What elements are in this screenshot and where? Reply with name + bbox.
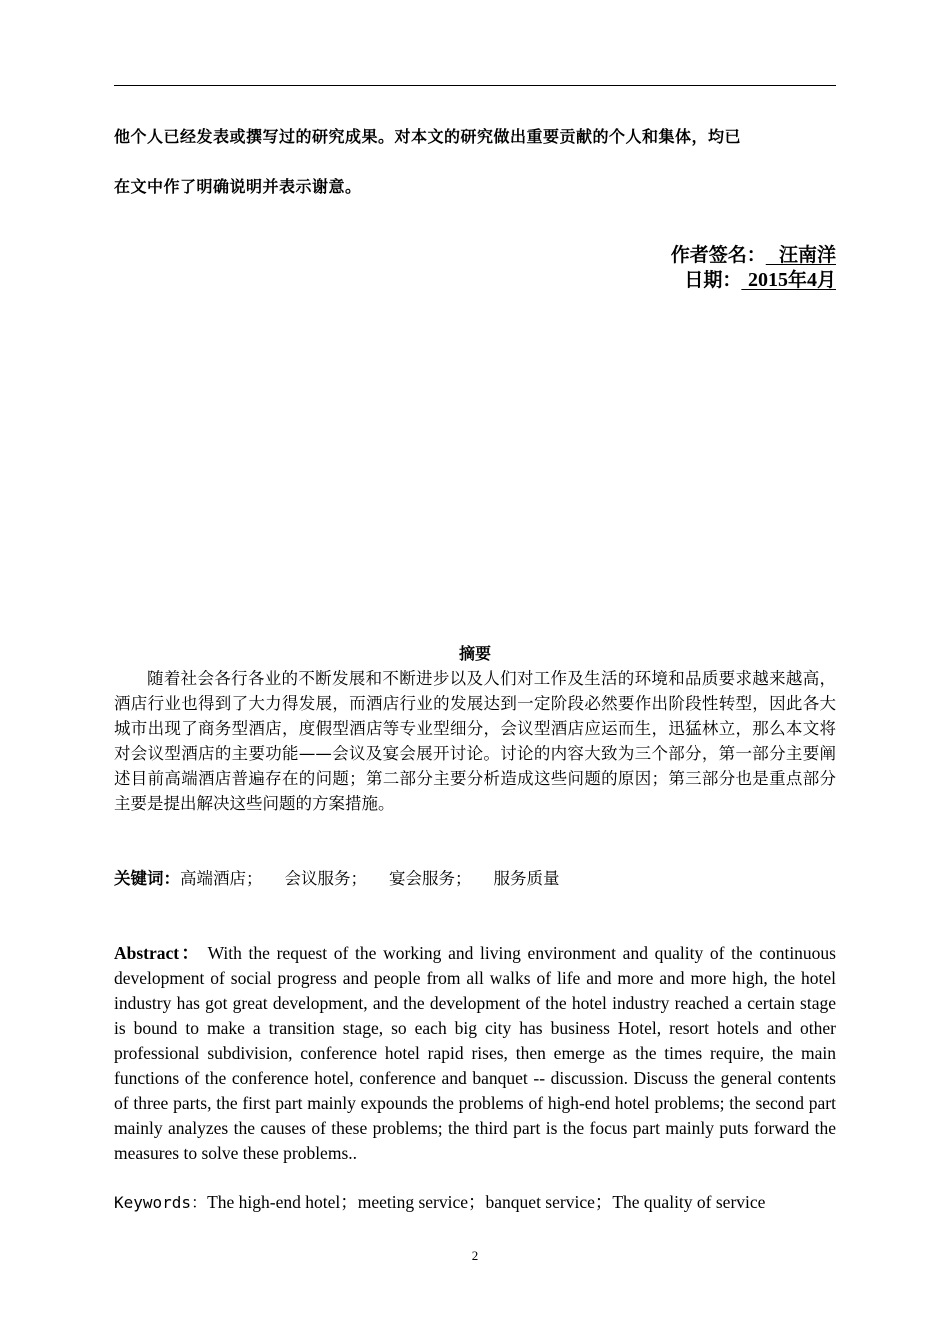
date-year: 2015 <box>747 269 788 291</box>
author-signature <box>671 243 836 267</box>
keyword-cn: 宴会服务； <box>389 869 472 888</box>
abstract-cn-body: 随着社会各行各业的不断发展和不断进步以及人们对工作及生活的环境和品质要求越来越高，酒店行业也得到了大力得发展，而酒店行业的发展达到一定阶段必然要作出阶段性转型，因此各大城市出现了商务型酒店，度假型酒店等专业型细分，会议型酒店应运而生，迅猛林立，那么本文将对会议型酒店的主要功能——会议及宴会展开讨论。讨论的内容大致为三个部分，第一部分主要阐述目前高端酒店普遍存在的问题；第二部分主要分析造成这些问题的原因；第三部分也是重点部分主要是提出解决这些问题的方案措施。 <box>114 669 836 813</box>
keywords-en-label: Keywords： <box>114 1193 208 1212</box>
page-number: 2 <box>471 1248 479 1263</box>
date-month: 4 <box>806 269 817 291</box>
date-value <box>741 269 836 291</box>
abstract-en-body: With the request of the working and living environment and quality of the continuous development of social progress and people from all walks of life and more and more high, the hotel industry has got great development, and the development of the hotel industry reached a certain stage is bound to make a transition stage, so each big city has business Hotel, resort hotels and other professional subdivision, conference hotel rapid rises, then emerge as the times require, the main functions of the conference hotel, conference and banquet -- discussion. Discuss the general contents of three parts, the first part mainly expounds the problems of high-end hotel problems; the second part mainly analyzes the causes of these problems; the third part is the focus part mainly puts forward the measures to solve these problems.. <box>114 943 836 1163</box>
keyword-cn: 服务质量 <box>493 869 560 888</box>
abstract-en <box>114 941 836 1166</box>
date-label: 日期： <box>684 269 742 291</box>
date-month-unit: 月 <box>816 269 836 291</box>
keywords-en <box>114 1190 836 1215</box>
declaration-line-1: 他个人已经发表或撰写过的研究成果。对本文的研究做出重要贡献的个人和集体，均已 <box>114 127 742 146</box>
signature-date <box>684 268 836 292</box>
keyword-cn: 高端酒店； <box>180 869 263 888</box>
declaration-line-2: 在文中作了明确说明并表示谢意。 <box>114 177 362 196</box>
abstract-en-label: Abstract： <box>114 943 202 963</box>
keywords-cn <box>114 866 836 891</box>
author-signature-value: 汪南洋 <box>765 244 836 266</box>
keywords-cn-label: 关键词： <box>114 869 180 888</box>
author-signature-label: 作者签名： <box>670 244 766 266</box>
date-year-unit: 年 <box>787 269 807 291</box>
abstract-cn-title: 摘要 <box>458 644 491 663</box>
keywords-en-value: The high-end hotel；meeting service；banquet service；The quality of service <box>207 1192 766 1212</box>
header-rule <box>114 85 836 86</box>
keyword-cn: 会议服务； <box>284 869 367 888</box>
